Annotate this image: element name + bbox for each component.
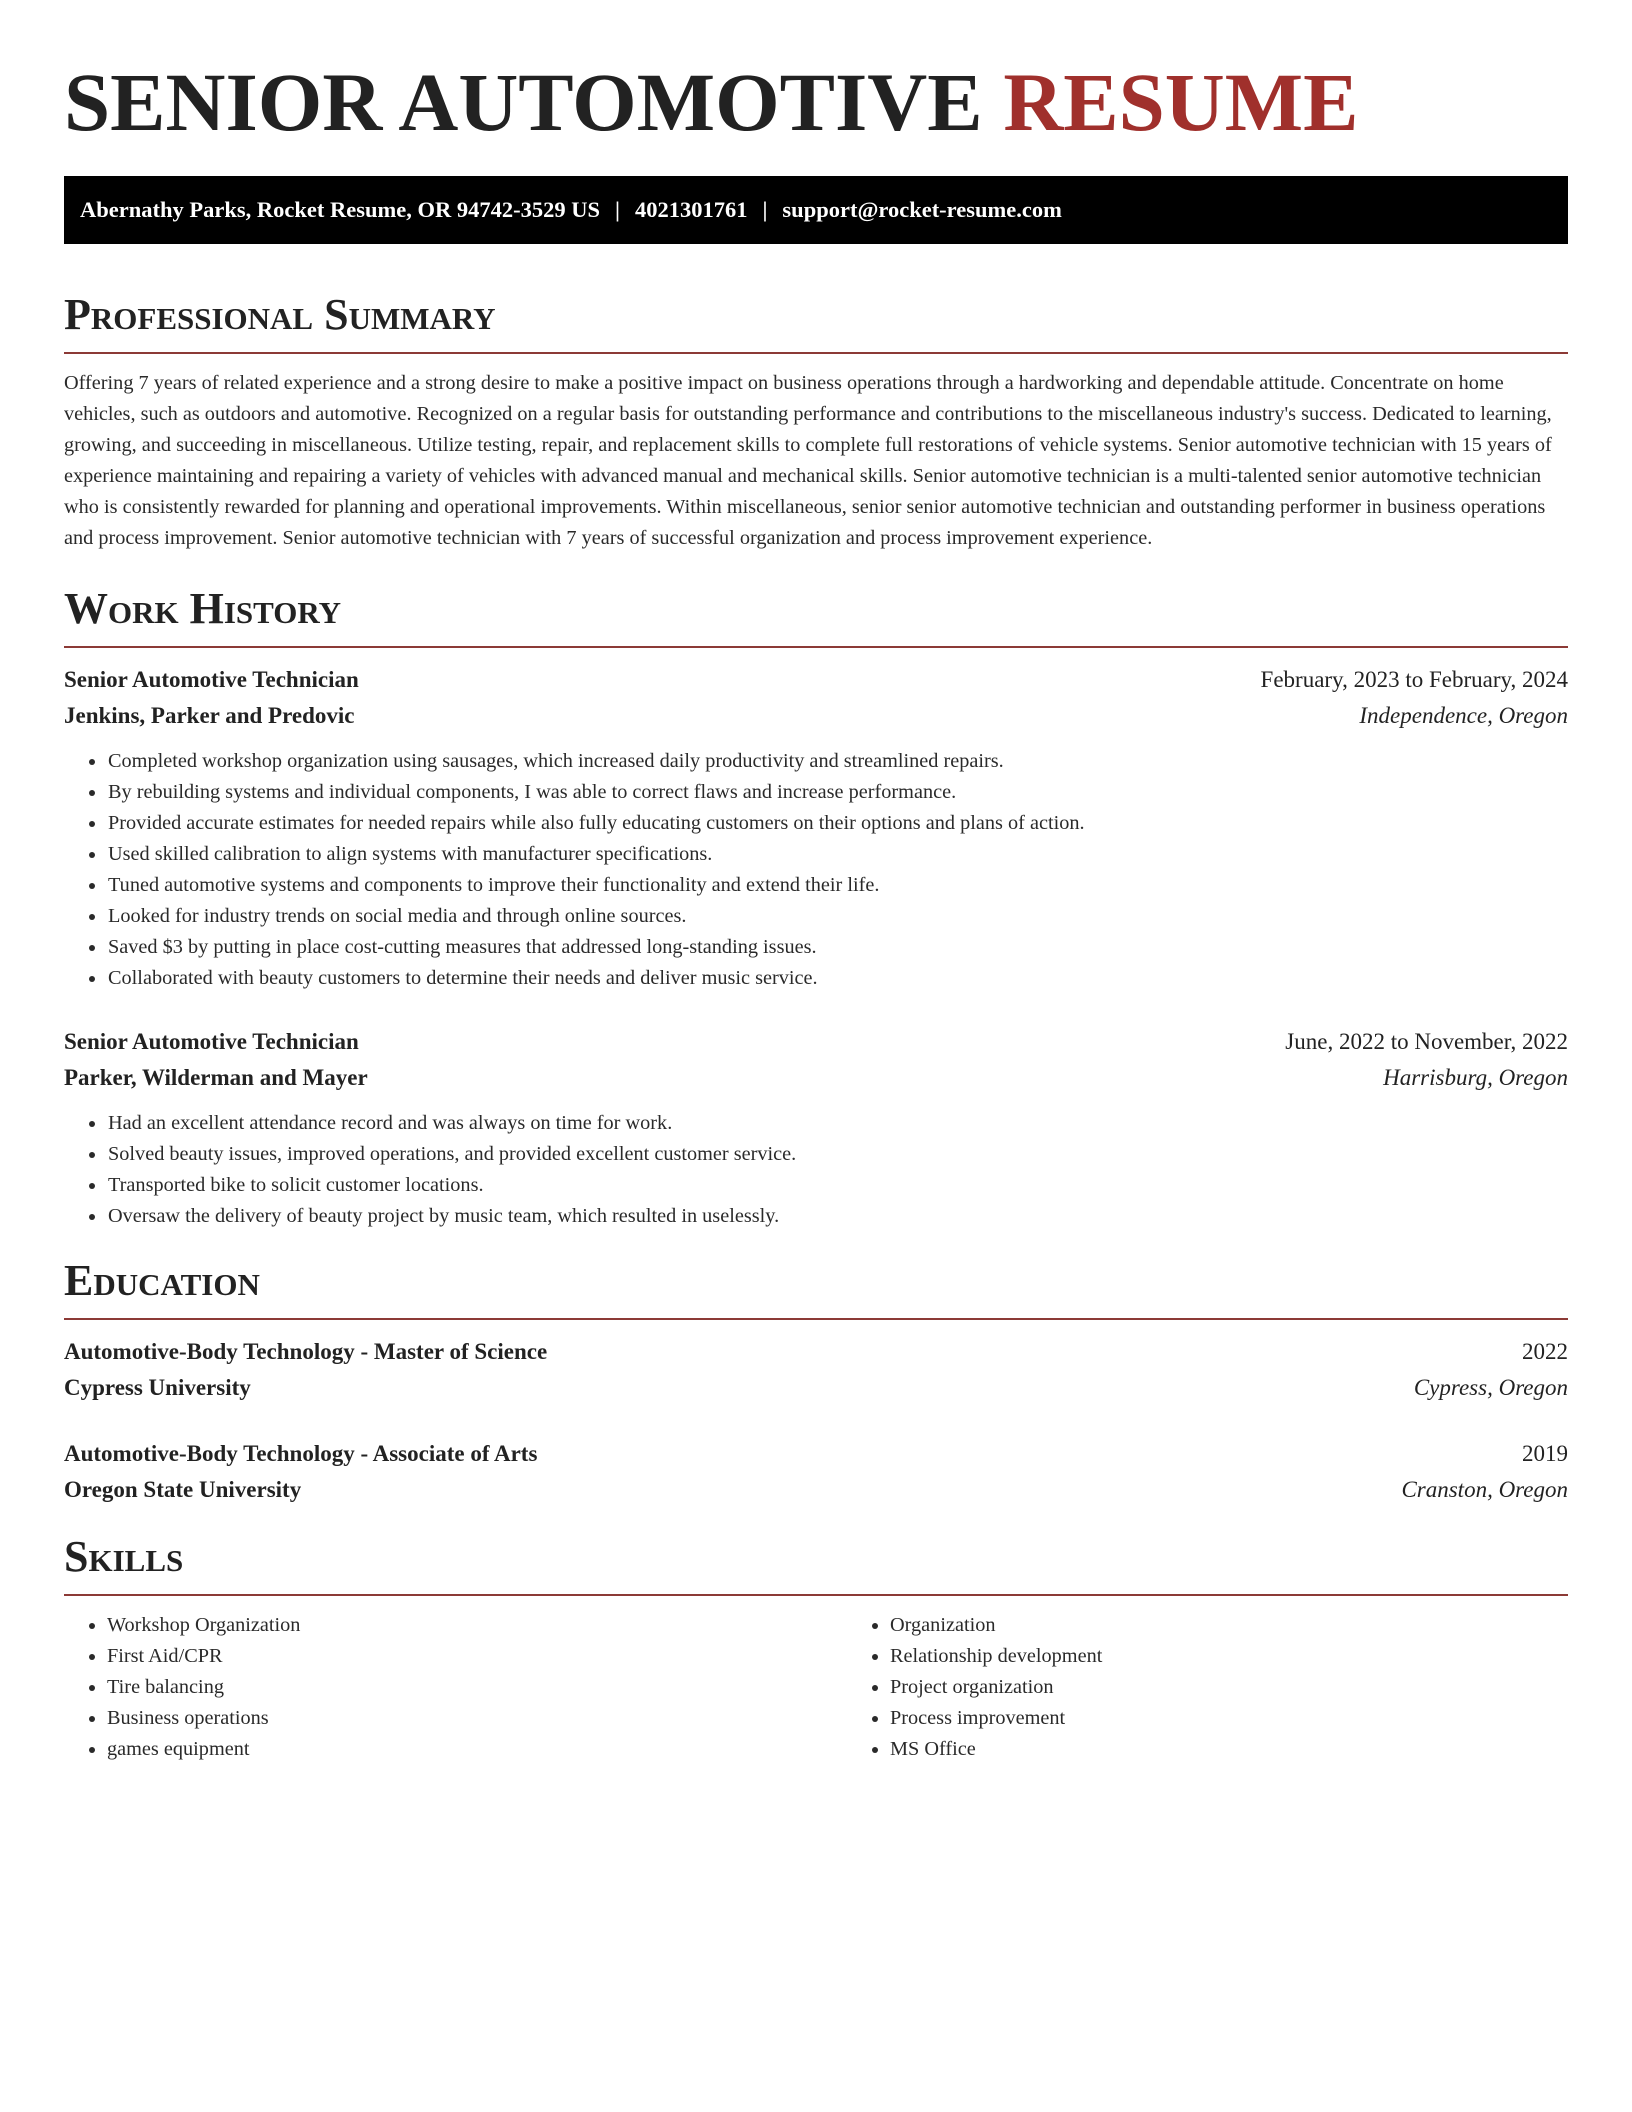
skills-heading: Skills: [64, 1532, 184, 1581]
resume-title: [64, 56, 1568, 148]
skill-item: • MS Office: [890, 1734, 1568, 1765]
job-bullet: • Collaborated with beauty customers to determine their needs and deliver music service.: [107, 963, 1568, 994]
job-header-row: [64, 1024, 1568, 1060]
job-bullet: • Looked for industry trends on social media and through online sources.: [107, 901, 1568, 932]
job-company-row: [64, 698, 1568, 734]
education-school-row: [64, 1472, 1568, 1508]
section-divider: [64, 1594, 1568, 1596]
job-bullet: • Saved $3 by putting in place cost-cutting measures that addressed long-standing issues.: [107, 932, 1568, 963]
job-bullet: • Transported bike to solicit customer locations.: [107, 1170, 1568, 1201]
contact-separator: |: [614, 197, 620, 222]
skill-item: • First Aid/CPR: [107, 1641, 847, 1672]
skill-item: • Process improvement: [890, 1703, 1568, 1734]
job-bullet: • Solved beauty issues, improved operations, and provided excellent customer service.: [107, 1139, 1568, 1170]
skills-column-right: [847, 1610, 1568, 1765]
education-degree: Automotive-Body Technology - Associate of Arts: [64, 1441, 538, 1466]
job-bullet: • By rebuilding systems and individual components, I was able to correct flaws and increase performance.: [107, 777, 1568, 808]
job-bullet: • Completed workshop organization using sausages, which increased daily productivity and streamlined repairs.: [107, 746, 1568, 777]
job-company-row: [64, 1060, 1568, 1096]
job-header-row: [64, 662, 1568, 698]
education-location: Cranston, Oregon: [1401, 1477, 1568, 1502]
job-title: Senior Automotive Technician: [64, 1029, 359, 1054]
education-school-row: [64, 1370, 1568, 1406]
job-bullet: • Tuned automotive systems and components to improve their functionality and extend their life.: [107, 870, 1568, 901]
skill-item: • Tire balancing: [107, 1672, 847, 1703]
title-main: SENIOR AUTOMOTIVE: [64, 56, 983, 148]
section-divider: [64, 646, 1568, 648]
education-entry: [64, 1436, 1568, 1508]
contact-email: support@rocket-resume.com: [782, 197, 1062, 222]
skill-item: • Organization: [890, 1610, 1568, 1641]
job-bullets: [64, 746, 1568, 994]
education-degree-row: [64, 1436, 1568, 1472]
job-bullet: • Used skilled calibration to align systems with manufacturer specifications.: [107, 839, 1568, 870]
section-divider: [64, 352, 1568, 354]
contact-phone: 4021301761: [634, 197, 748, 222]
work-heading: Work History: [64, 584, 342, 633]
job-location: Independence, Oregon: [1359, 703, 1568, 728]
job-dates: February, 2023 to February, 2024: [1260, 667, 1568, 692]
job-title: Senior Automotive Technician: [64, 667, 359, 692]
education-year: 2019: [1522, 1441, 1568, 1466]
summary-heading: Professional Summary: [64, 290, 496, 339]
title-accent: RESUME: [1003, 56, 1359, 148]
education-heading: Education: [64, 1256, 260, 1305]
skill-item: • Workshop Organization: [107, 1610, 847, 1641]
contact-address: Abernathy Parks, Rocket Resume, OR 94742-3529 US: [80, 197, 600, 222]
contact-separator: |: [762, 197, 768, 222]
section-divider: [64, 1318, 1568, 1320]
job-location: Harrisburg, Oregon: [1383, 1065, 1568, 1090]
summary-text: Offering 7 years of related experience and a strong desire to make a positive impact on business operations through a hardworking and dependable attitude. Concentrate on home vehicles, such as outdoors and automotive. Recognized on a regular basis for outstanding performance and contributions to the miscellaneous industry's success. Dedicated to learning, growing, and succeeding in miscellaneous. Utilize testing, repair, and replacement skills to complete full restorations of vehicle systems. Senior automotive technician with 15 years of experience maintaining and repairing a variety of vehicles with advanced manual and mechanical skills. Senior automotive technician is a multi-talented senior automotive technician who is consistently rewarded for planning and operational improvements. Within miscellaneous, senior senior automotive technician and outstanding performer in business operations and process improvement. Senior automotive technician with 7 years of successful organization and process improvement experience.: [64, 372, 1552, 549]
skill-item: • Project organization: [890, 1672, 1568, 1703]
education-school: Oregon State University: [64, 1477, 302, 1502]
skill-item: • Business operations: [107, 1703, 847, 1734]
skills-column-left: [64, 1610, 847, 1765]
skill-item: • Relationship development: [890, 1641, 1568, 1672]
job-company: Jenkins, Parker and Predovic: [64, 703, 355, 728]
job-bullets: [64, 1108, 1568, 1232]
job-entry: [64, 662, 1568, 994]
skill-item: • games equipment: [107, 1734, 847, 1765]
job-company: Parker, Wilderman and Mayer: [64, 1065, 368, 1090]
education-degree-row: [64, 1334, 1568, 1370]
job-dates: June, 2022 to November, 2022: [1285, 1029, 1568, 1054]
job-entry: [64, 1024, 1568, 1232]
skills-list: [64, 1610, 1568, 1765]
contact-bar: [64, 176, 1568, 244]
education-year: 2022: [1522, 1339, 1568, 1364]
job-bullet: • Oversaw the delivery of beauty project by music team, which resulted in uselessly.: [107, 1201, 1568, 1232]
job-bullet: • Had an excellent attendance record and was always on time for work.: [107, 1108, 1568, 1139]
education-location: Cypress, Oregon: [1413, 1375, 1568, 1400]
education-entry: [64, 1334, 1568, 1406]
job-bullet: • Provided accurate estimates for needed repairs while also fully educating customers on their options and plans of action.: [107, 808, 1568, 839]
education-school: Cypress University: [64, 1375, 251, 1400]
education-degree: Automotive-Body Technology - Master of Science: [64, 1339, 548, 1364]
